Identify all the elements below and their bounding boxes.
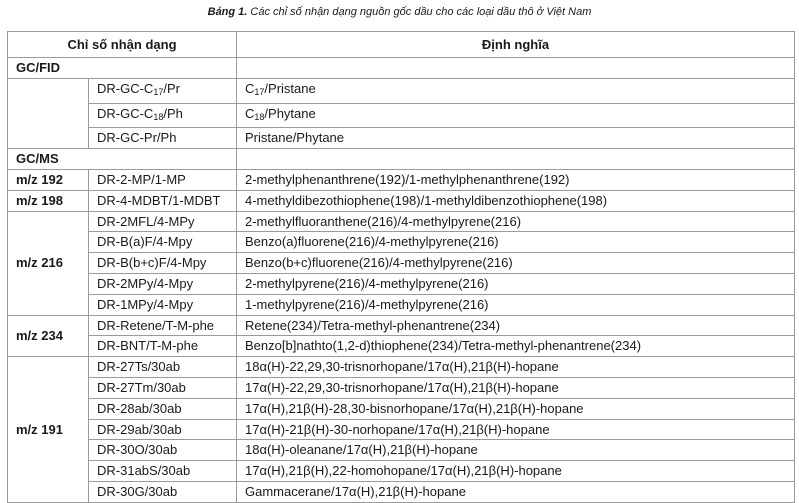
definition-cell: 1-methylpyrene(216)/4-methylpyrene(216): [237, 294, 795, 315]
index-cell: DR-30O/30ab: [89, 440, 237, 461]
index-text: /Ph: [163, 105, 183, 121]
index-cell: [89, 103, 237, 128]
definition-cell: Benzo[b]nathto(1,2-d)thiophene(234)/Tetra-methyl-phenantrene(234): [237, 336, 795, 357]
index-cell: DR-BNT/T-M-phe: [89, 336, 237, 357]
table-row: [8, 190, 795, 211]
table-row: [8, 461, 795, 482]
index-cell: DR-B(b+c)F/4-Mpy: [89, 253, 237, 274]
definition-cell: 17α(H)-22,29,30-trisnorhopane/17α(H),21β(H)-hopane: [237, 377, 795, 398]
definition-text: /Phytane: [264, 105, 316, 121]
definition-cell: 17α(H),21β(H),22-homohopane/17α(H),21β(H)-hopane: [237, 461, 795, 482]
index-cell: DR-B(a)F/4-Mpy: [89, 232, 237, 253]
index-cell: DR-27Ts/30ab: [89, 357, 237, 378]
header-index: Chỉ số nhận dạng: [8, 32, 237, 58]
section-row-gcfid: [8, 58, 795, 79]
group-label-mz192: m/z 192: [8, 169, 89, 190]
table-row: [8, 169, 795, 190]
definition-cell: Benzo(b+c)fluorene(216)/4-methylpyrene(216): [237, 253, 795, 274]
definition-subscript: 17: [254, 86, 265, 97]
definition-text: C: [245, 105, 255, 121]
caption-label: Bảng 1.: [207, 6, 248, 18]
index-cell: DR-27Tm/30ab: [89, 377, 237, 398]
header-definition: Định nghĩa: [237, 32, 795, 58]
identification-index-table: [7, 31, 795, 503]
table-row: [8, 357, 795, 378]
section-title-gcfid: GC/FID: [8, 58, 237, 79]
definition-cell: Gammacerane/17α(H),21β(H)-hopane: [237, 481, 795, 502]
definition-subscript: 18: [254, 111, 265, 122]
index-cell: DR-29ab/30ab: [89, 419, 237, 440]
group-label-mz216: m/z 216: [8, 211, 89, 315]
definition-cell: 2-methylpyrene(216)/4-methylpyrene(216): [237, 273, 795, 294]
table-row: [8, 232, 795, 253]
group-empty-cell: [8, 78, 89, 148]
group-label-mz234: m/z 234: [8, 315, 89, 357]
header-row: [8, 32, 795, 58]
index-cell: DR-2MFL/4-MPy: [89, 211, 237, 232]
section-title-gcms: GC/MS: [8, 149, 237, 170]
table-row: [8, 273, 795, 294]
definition-cell: 18α(H)-oleanane/17α(H),21β(H)-hopane: [237, 440, 795, 461]
definition-cell: 17α(H)-21β(H)-30-norhopane/17α(H),21β(H)-hopane: [237, 419, 795, 440]
definition-text: /Pristane: [264, 80, 316, 96]
definition-cell: 18α(H)-22,29,30-trisnorhopane/17α(H),21β(H)-hopane: [237, 357, 795, 378]
group-label-mz191: m/z 191: [8, 357, 89, 503]
definition-cell: 4-methyldibezothiophene(198)/1-methyldibenzothiophene(198): [237, 190, 795, 211]
table-row: [8, 253, 795, 274]
definition-text: C: [245, 80, 255, 96]
table-row: [8, 481, 795, 502]
table-row: [8, 377, 795, 398]
index-cell: DR-2-MP/1-MP: [89, 169, 237, 190]
definition-cell: Retene(234)/Tetra-methyl-phenantrene(234): [237, 315, 795, 336]
table-row: [8, 78, 795, 103]
index-cell: DR-1MPy/4-Mpy: [89, 294, 237, 315]
definition-cell: Benzo(a)fluorene(216)/4-methylpyrene(216): [237, 232, 795, 253]
index-cell: DR-4-MDBT/1-MDBT: [89, 190, 237, 211]
definition-cell: Pristane/Phytane: [237, 128, 795, 149]
table-row: [8, 211, 795, 232]
index-cell: DR-31abS/30ab: [89, 461, 237, 482]
table-row: [8, 103, 795, 128]
table-row: [8, 440, 795, 461]
index-cell: DR-Retene/T-M-phe: [89, 315, 237, 336]
index-cell: DR-2MPy/4-Mpy: [89, 273, 237, 294]
index-cell: DR-30G/30ab: [89, 481, 237, 502]
table-caption: [0, 6, 799, 18]
index-cell: DR-GC-Pr/Ph: [89, 128, 237, 149]
table-row: [8, 398, 795, 419]
index-subscript: 18: [153, 111, 164, 122]
table-row: [8, 315, 795, 336]
group-label-mz198: m/z 198: [8, 190, 89, 211]
index-cell: [89, 78, 237, 103]
section-empty-cell: [237, 58, 795, 79]
caption-text: Các chỉ số nhận dạng nguồn gốc dầu cho các loại dầu thô ở Việt Nam: [250, 6, 592, 18]
index-cell: DR-28ab/30ab: [89, 398, 237, 419]
definition-cell: 17α(H),21β(H)-28,30-bisnorhopane/17α(H),21β(H)-hopane: [237, 398, 795, 419]
definition-cell: [237, 78, 795, 103]
table-row: [8, 336, 795, 357]
section-empty-cell: [237, 149, 795, 170]
index-subscript: 17: [153, 86, 164, 97]
definition-cell: [237, 103, 795, 128]
table-row: [8, 128, 795, 149]
index-text: /Pr: [163, 80, 180, 96]
section-row-gcms: [8, 149, 795, 170]
definition-cell: 2-methylphenanthrene(192)/1-methylphenanthrene(192): [237, 169, 795, 190]
table-row: [8, 419, 795, 440]
table-row: [8, 294, 795, 315]
definition-cell: 2-methylfluoranthene(216)/4-methylpyrene(216): [237, 211, 795, 232]
index-text: DR-GC-C: [97, 105, 154, 121]
index-text: DR-GC-C: [97, 80, 154, 96]
